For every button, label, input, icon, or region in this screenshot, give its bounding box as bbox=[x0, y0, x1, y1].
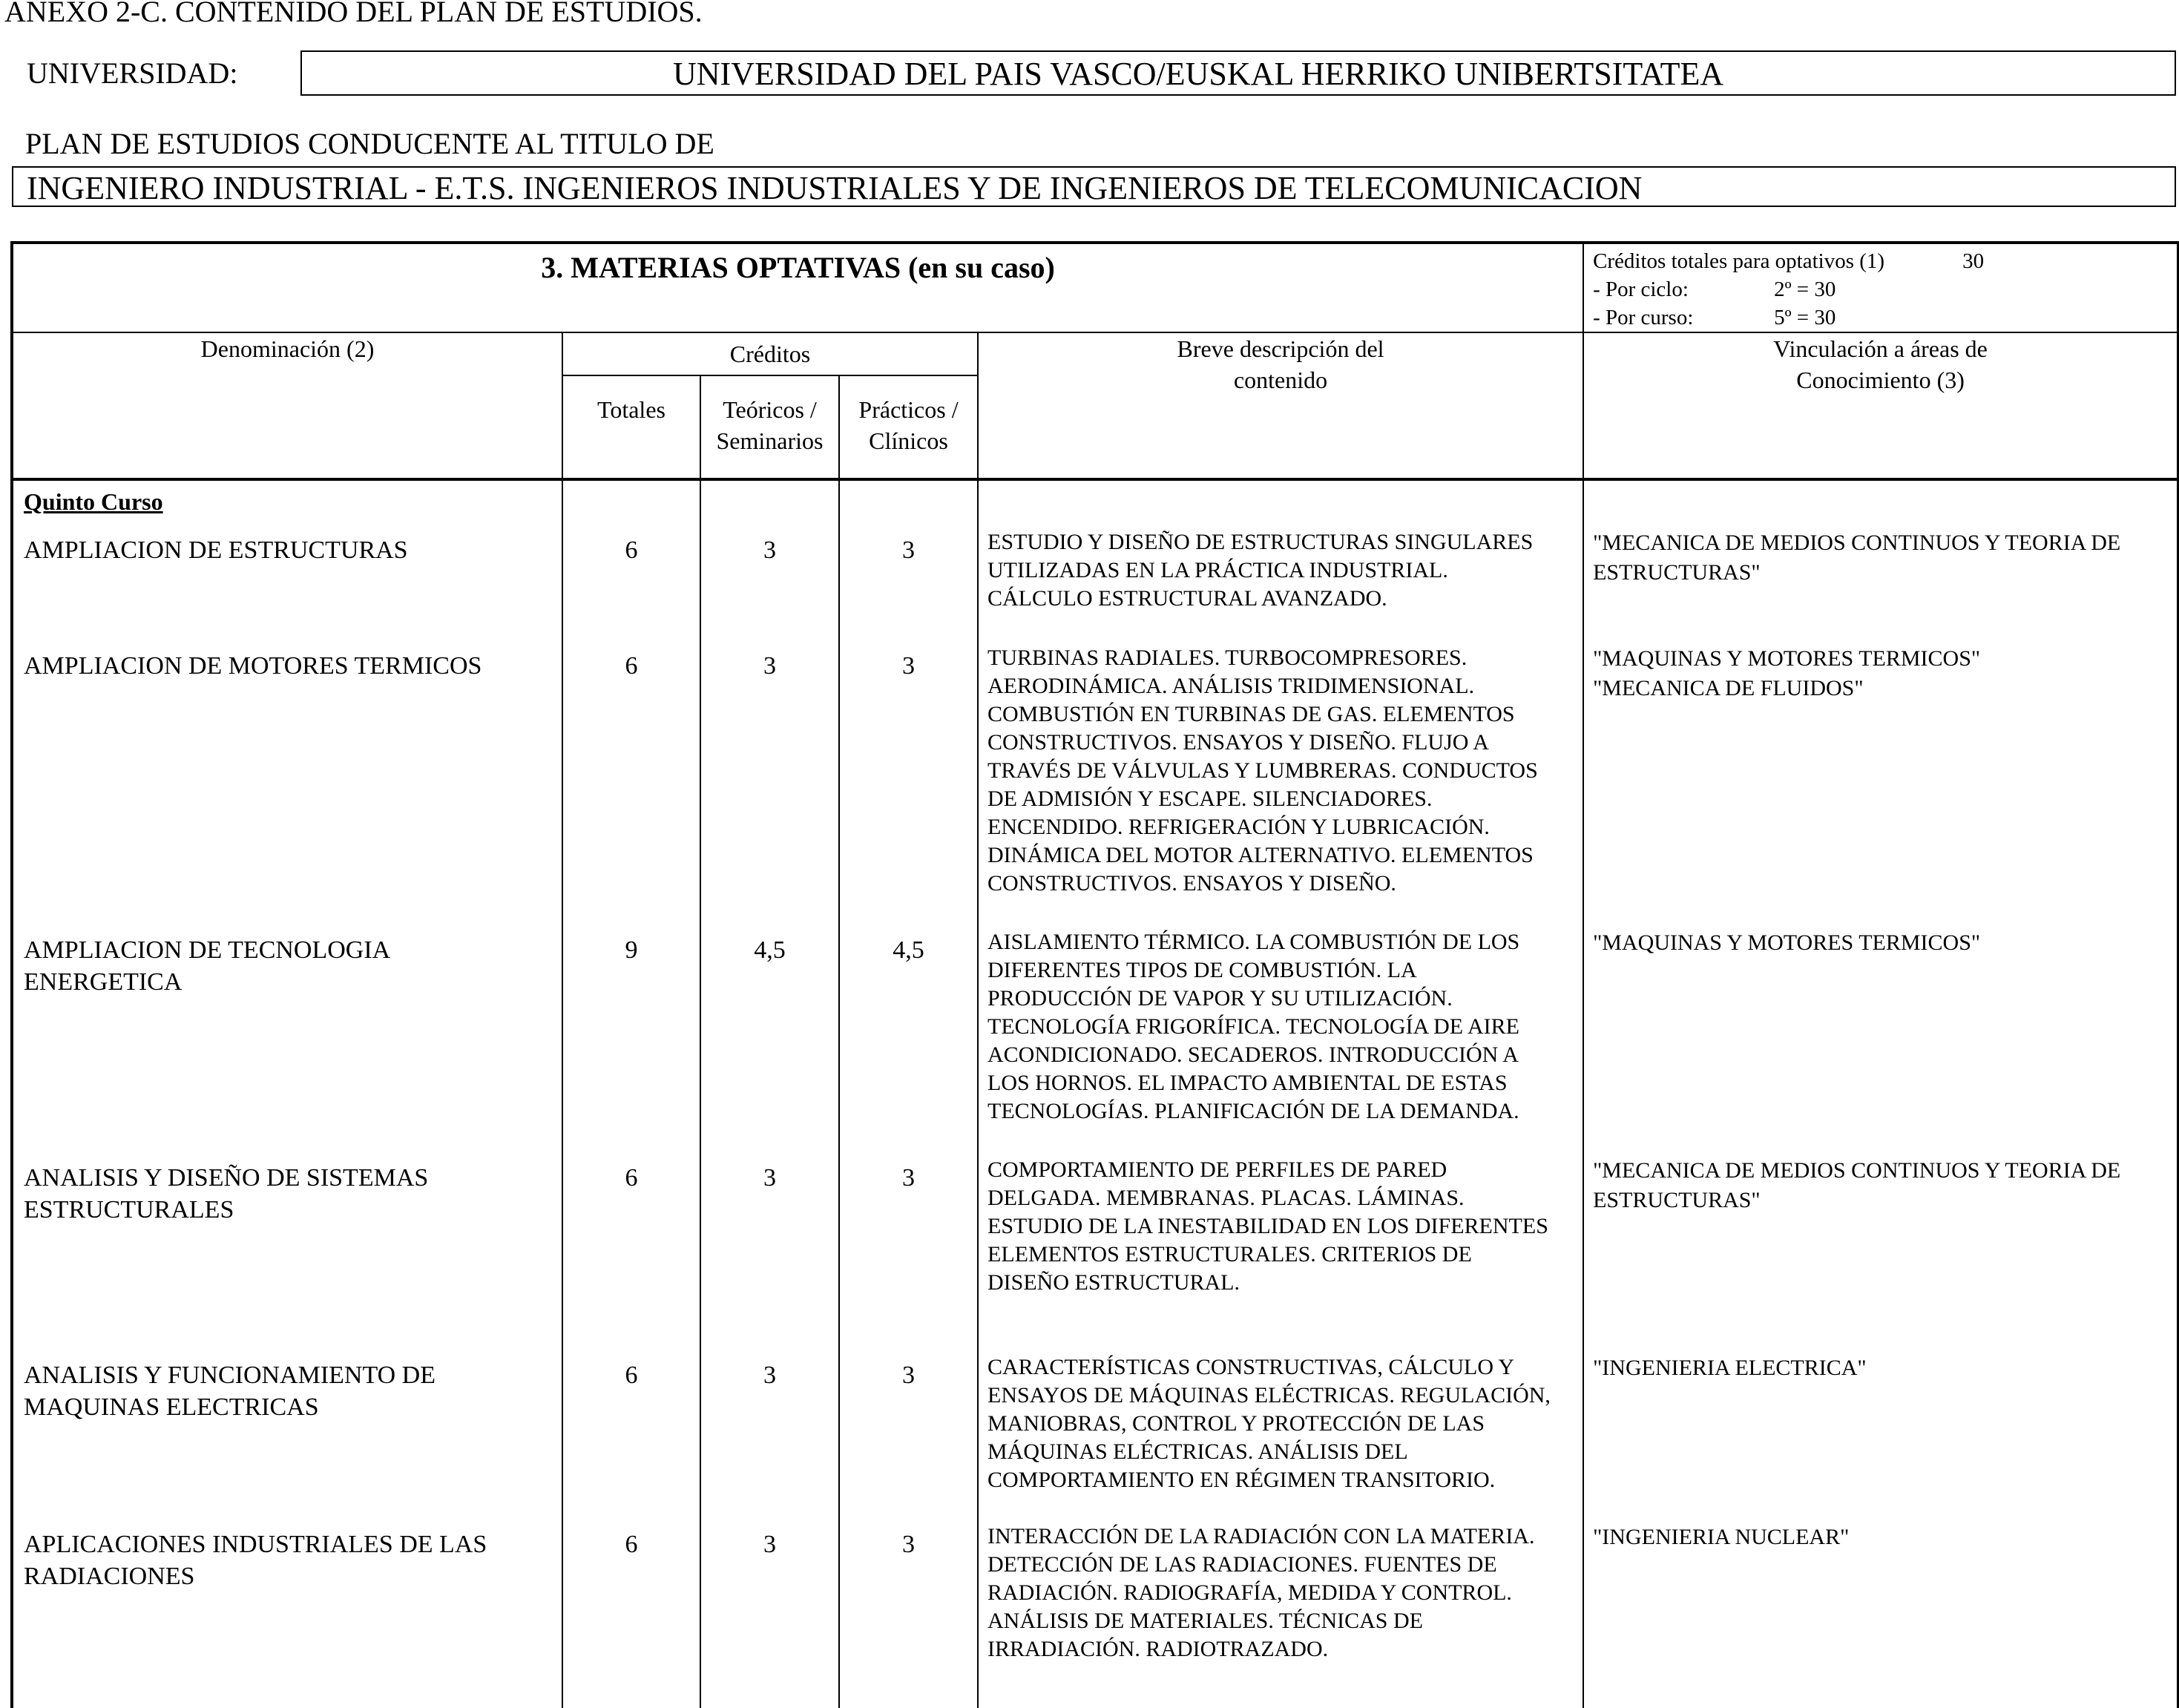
knowledge-area-line: "MECANICA DE FLUIDOS" bbox=[1593, 676, 1864, 700]
plan-title: INGENIERO INDUSTRIAL - E.T.S. INGENIEROS INDUSTRIALES Y DE INGENIEROS DE TELECOMUNICACION bbox=[27, 170, 1643, 206]
description-line: TECNOLOGÍAS. PLANIFICACIÓN DE LA DEMANDA. bbox=[987, 1099, 1519, 1123]
subject-name-line: AMPLIACION DE ESTRUCTURAS bbox=[24, 536, 408, 564]
header-area-cell bbox=[1583, 332, 2178, 479]
description-line: COMPORTAMIENTO EN RÉGIMEN TRANSITORIO. bbox=[987, 1468, 1496, 1492]
description-line: DIFERENTES TIPOS DE COMBUSTIÓN. LA bbox=[987, 958, 1417, 982]
knowledge-area-line: "MAQUINAS Y MOTORES TERMICOS" bbox=[1593, 930, 1981, 955]
subject-name-line: ENERGETICA bbox=[24, 968, 183, 996]
credits-cycle-value: 2º = 30 bbox=[1774, 277, 1836, 301]
description-line: CARACTERÍSTICAS CONSTRUCTIVAS, CÁLCULO Y bbox=[987, 1355, 1515, 1379]
annex-title: ANEXO 2-C. CONTENIDO DEL PLAN DE ESTUDIOS. bbox=[4, 0, 703, 28]
subject-knowledge-areas bbox=[1584, 928, 2177, 958]
description-line: COMPORTAMIENTO DE PERFILES DE PARED bbox=[987, 1157, 1447, 1182]
description-line: DISEÑO ESTRUCTURAL. bbox=[987, 1270, 1240, 1295]
header-theory-cell bbox=[700, 375, 839, 479]
credits-course-label: - Por curso: bbox=[1593, 306, 1694, 329]
subject-totals-credits: 6 bbox=[625, 652, 638, 680]
body-name-column bbox=[12, 479, 562, 1708]
description-line: MANIOBRAS, CONTROL Y PROTECCIÓN DE LAS bbox=[987, 1411, 1485, 1436]
knowledge-area-line: "MAQUINAS Y MOTORES TERMICOS" bbox=[1593, 646, 1981, 671]
description-line: COMBUSTIÓN EN TURBINAS DE GAS. ELEMENTOS bbox=[987, 702, 1515, 726]
description-line: RADIACIÓN. RADIOGRAFÍA, MEDIDA Y CONTROL. bbox=[987, 1580, 1512, 1605]
subject-practice-credits: 3 bbox=[902, 536, 915, 564]
subject-name bbox=[13, 1528, 562, 1592]
header-description-line-2: contenido bbox=[1233, 367, 1328, 393]
subject-knowledge-areas bbox=[1584, 1353, 2177, 1383]
subject-name bbox=[13, 534, 562, 566]
knowledge-area-line: "INGENIERIA NUCLEAR" bbox=[1593, 1525, 1850, 1549]
subject-knowledge-areas bbox=[1584, 1523, 2177, 1552]
header-practice-line-2: Clínicos bbox=[869, 427, 948, 454]
knowledge-area-line: "MECANICA DE MEDIOS CONTINUOS Y TEORIA DE bbox=[1593, 531, 2121, 555]
subject-name-line: ESTRUCTURALES bbox=[24, 1196, 234, 1223]
credits-course-value: 5º = 30 bbox=[1774, 306, 1836, 329]
description-line: AERODINÁMICA. ANÁLISIS TRIDIMENSIONAL. bbox=[987, 674, 1475, 698]
subject-practice-credits: 3 bbox=[902, 1164, 915, 1192]
header-totals-cell bbox=[562, 375, 700, 479]
subject-description bbox=[979, 1353, 1583, 1494]
description-line: INTERACCIÓN DE LA RADIACIÓN CON LA MATERIA. bbox=[987, 1524, 1535, 1548]
description-line: ANÁLISIS DE MATERIALES. TÉCNICAS DE bbox=[987, 1609, 1423, 1633]
subject-theory-credits: 4,5 bbox=[754, 936, 786, 964]
subject-name bbox=[13, 934, 562, 998]
subject-totals-credits: 6 bbox=[625, 1164, 638, 1192]
section-title: 3. MATERIAS OPTATIVAS (en su caso) bbox=[541, 251, 1055, 284]
university-name-box bbox=[300, 50, 2176, 96]
description-line: PRODUCCIÓN DE VAPOR Y SU UTILIZACIÓN. bbox=[987, 986, 1453, 1011]
body-practice-column bbox=[839, 479, 978, 1708]
credits-total-value: 30 bbox=[1962, 249, 1985, 273]
header-area-line-1: Vinculación a áreas de bbox=[1773, 335, 1988, 362]
description-line: DETECCIÓN DE LAS RADIACIONES. FUENTES DE bbox=[987, 1552, 1497, 1577]
subject-name-line: AMPLIACION DE TECNOLOGIA bbox=[24, 936, 391, 964]
credits-cycle-label: - Por ciclo: bbox=[1593, 277, 1689, 301]
subject-knowledge-areas bbox=[1584, 644, 2177, 703]
optional-subjects-table bbox=[10, 241, 2179, 1708]
body-theory-column bbox=[700, 479, 839, 1708]
credits-info-cell bbox=[1583, 243, 2178, 332]
subject-totals-credits: 6 bbox=[625, 536, 638, 564]
subject-name bbox=[13, 1162, 562, 1226]
body-totals-column bbox=[562, 479, 700, 1708]
description-line: ENSAYOS DE MÁQUINAS ELÉCTRICAS. REGULACIÓN, bbox=[987, 1383, 1551, 1408]
subject-description bbox=[979, 1156, 1583, 1297]
subject-theory-credits: 3 bbox=[763, 1531, 776, 1558]
description-line: ENCENDIDO. REFRIGERACIÓN Y LUBRICACIÓN. bbox=[987, 815, 1490, 839]
header-name-cell bbox=[12, 332, 562, 479]
description-line: TECNOLOGÍA FRIGORÍFICA. TECNOLOGÍA DE AIRE bbox=[987, 1014, 1519, 1039]
subject-practice-credits: 3 bbox=[902, 1362, 915, 1389]
section-title-cell bbox=[12, 243, 1583, 332]
description-line: ESTUDIO DE LA INESTABILIDAD EN LOS DIFERENTES bbox=[987, 1214, 1548, 1238]
description-line: ACONDICIONADO. SECADEROS. INTRODUCCIÓN A bbox=[987, 1042, 1519, 1067]
knowledge-area-line: ESTRUCTURAS" bbox=[1593, 560, 1761, 585]
subject-practice-credits: 3 bbox=[902, 652, 915, 680]
header-name: Denominación (2) bbox=[200, 335, 375, 362]
subject-name-line: MAQUINAS ELECTRICAS bbox=[24, 1393, 319, 1421]
subject-name-line: ANALISIS Y FUNCIONAMIENTO DE bbox=[24, 1362, 436, 1389]
subject-description bbox=[979, 928, 1583, 1126]
credits-total-label: Créditos totales para optativos (1) bbox=[1593, 249, 1885, 273]
description-line: DINÁMICA DEL MOTOR ALTERNATIVO. ELEMENTOS bbox=[987, 843, 1534, 867]
header-theory-line-2: Seminarios bbox=[716, 427, 824, 454]
description-line: ELEMENTOS ESTRUCTURALES. CRITERIOS DE bbox=[987, 1242, 1472, 1267]
year-label: Quinto Curso bbox=[24, 488, 163, 515]
description-line: AISLAMIENTO TÉRMICO. LA COMBUSTIÓN DE LOS bbox=[987, 930, 1520, 954]
description-line: CONSTRUCTIVOS. ENSAYOS Y DISEÑO. bbox=[987, 871, 1396, 896]
university-name: UNIVERSIDAD DEL PAIS VASCO/EUSKAL HERRIKO UNIBERTSITATEA bbox=[673, 56, 1724, 92]
body-description-column bbox=[978, 479, 1583, 1708]
header-credits: Créditos bbox=[729, 341, 811, 367]
header-credits-cell bbox=[562, 332, 978, 375]
knowledge-area-line: "INGENIERIA ELECTRICA" bbox=[1593, 1356, 1867, 1380]
plan-title-box bbox=[12, 166, 2176, 207]
subject-name-line: ANALISIS Y DISEÑO DE SISTEMAS bbox=[24, 1164, 429, 1192]
subject-name bbox=[13, 650, 562, 682]
header-theory-line-1: Teóricos / bbox=[723, 396, 817, 423]
subject-totals-credits: 9 bbox=[625, 936, 638, 964]
description-line: MÁQUINAS ELÉCTRICAS. ANÁLISIS DEL bbox=[987, 1439, 1408, 1464]
subject-practice-credits: 3 bbox=[902, 1531, 915, 1558]
subject-description bbox=[979, 1523, 1583, 1663]
subject-name-line: APLICACIONES INDUSTRIALES DE LAS bbox=[24, 1531, 487, 1558]
credits-info bbox=[1584, 244, 2177, 332]
subject-name-line: RADIACIONES bbox=[24, 1563, 195, 1590]
header-area-line-2: Conocimiento (3) bbox=[1796, 367, 1965, 393]
subject-description bbox=[979, 644, 1583, 898]
subject-totals-credits: 6 bbox=[625, 1362, 638, 1389]
description-line: IRRADIACIÓN. RADIOTRAZADO. bbox=[987, 1637, 1329, 1661]
description-line: CÁLCULO ESTRUCTURAL AVANZADO. bbox=[987, 586, 1387, 611]
subject-knowledge-areas bbox=[1584, 1156, 2177, 1215]
university-label: UNIVERSIDAD: bbox=[27, 56, 238, 90]
subject-theory-credits: 3 bbox=[763, 1362, 776, 1389]
subject-totals-credits: 6 bbox=[625, 1531, 638, 1558]
subject-name-line: AMPLIACION DE MOTORES TERMICOS bbox=[24, 652, 482, 680]
header-description-cell bbox=[978, 332, 1583, 479]
subject-knowledge-areas bbox=[1584, 528, 2177, 588]
subject-theory-credits: 3 bbox=[763, 652, 776, 680]
header-description-line-1: Breve descripción del bbox=[1177, 335, 1384, 362]
subject-name bbox=[13, 1359, 562, 1423]
body-area-column bbox=[1583, 479, 2178, 1708]
description-line: ESTUDIO Y DISEÑO DE ESTRUCTURAS SINGULARES bbox=[987, 530, 1534, 554]
description-line: DE ADMISIÓN Y ESCAPE. SILENCIADORES. bbox=[987, 786, 1433, 811]
subject-practice-credits: 4,5 bbox=[893, 936, 924, 964]
plan-label: PLAN DE ESTUDIOS CONDUCENTE AL TITULO DE bbox=[25, 127, 714, 160]
description-line: DELGADA. MEMBRANAS. PLACAS. LÁMINAS. bbox=[987, 1186, 1465, 1210]
subject-theory-credits: 3 bbox=[763, 1164, 776, 1192]
subject-description bbox=[979, 528, 1583, 613]
subject-theory-credits: 3 bbox=[763, 536, 776, 564]
description-line: LOS HORNOS. EL IMPACTO AMBIENTAL DE ESTAS bbox=[987, 1071, 1508, 1095]
description-line: TURBINAS RADIALES. TURBOCOMPRESORES. bbox=[987, 646, 1468, 670]
header-practice-line-1: Prácticos / bbox=[858, 396, 959, 423]
description-line: TRAVÉS DE VÁLVULAS Y LUMBRERAS. CONDUCTOS bbox=[987, 758, 1538, 783]
knowledge-area-line: "MECANICA DE MEDIOS CONTINUOS Y TEORIA DE bbox=[1593, 1158, 2121, 1183]
knowledge-area-line: ESTRUCTURAS" bbox=[1593, 1188, 1761, 1212]
description-line: CONSTRUCTIVOS. ENSAYOS Y DISEÑO. FLUJO A bbox=[987, 730, 1489, 755]
header-practice-cell bbox=[839, 375, 978, 479]
header-totals: Totales bbox=[597, 396, 665, 423]
description-line: UTILIZADAS EN LA PRÁCTICA INDUSTRIAL. bbox=[987, 558, 1448, 582]
